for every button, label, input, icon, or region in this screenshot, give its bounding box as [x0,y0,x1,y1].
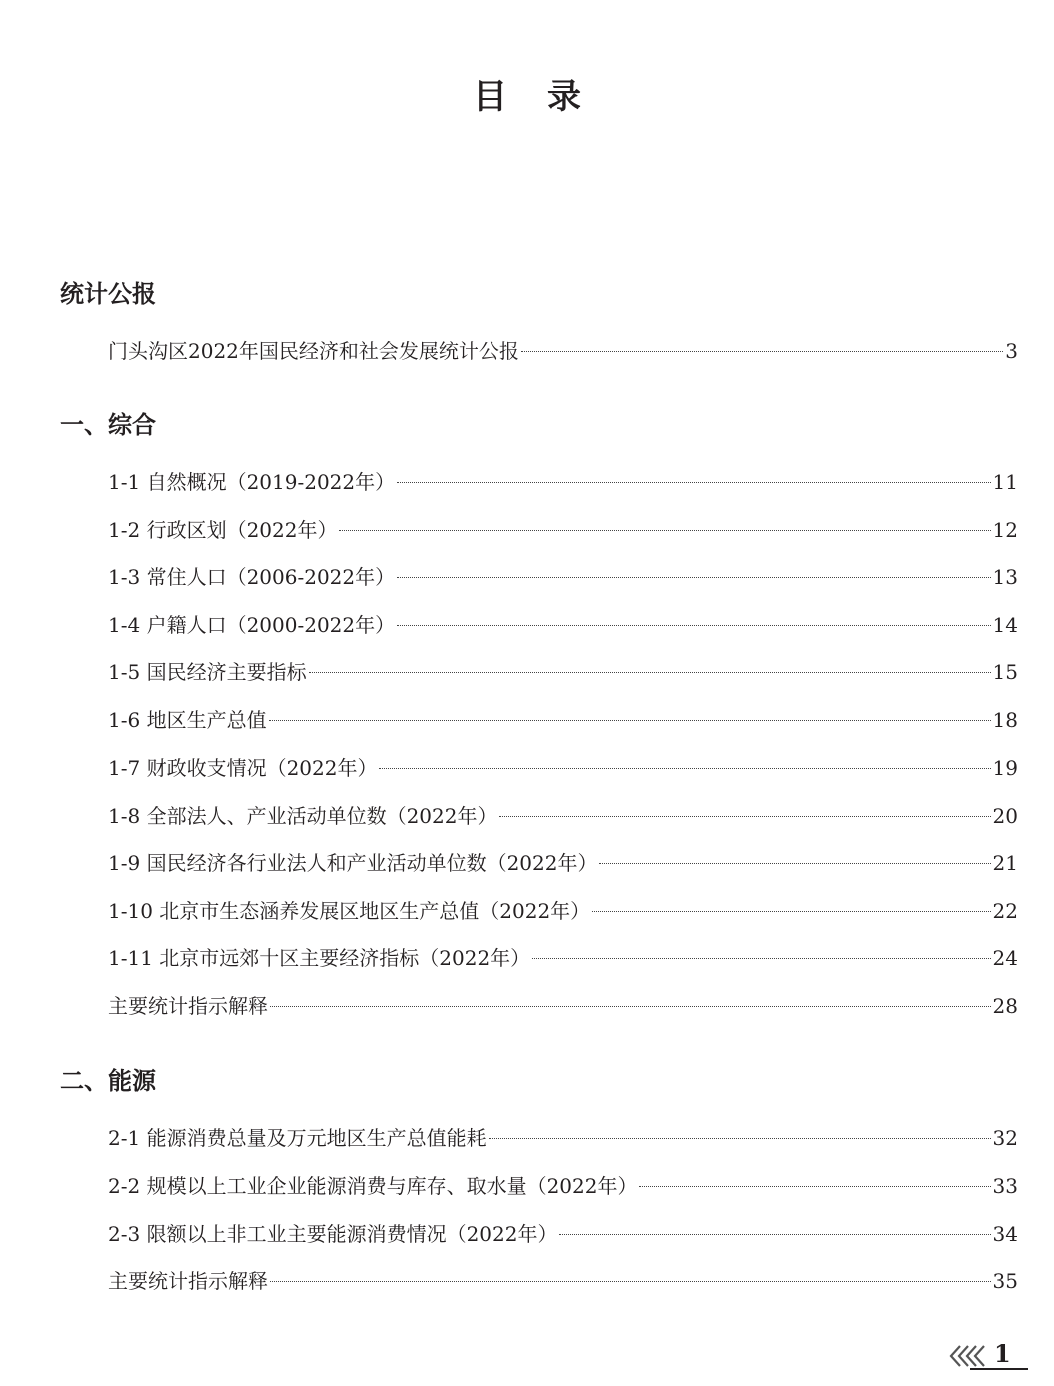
chevron-left-icon [948,1344,988,1368]
toc-entry[interactable] [108,515,1018,545]
toc-entry[interactable] [108,610,1018,640]
dot-leader [599,863,990,864]
toc-entry-page: 20 [992,804,1018,828]
dot-leader [270,1281,991,1282]
toc-entry-page: 35 [992,1269,1018,1293]
toc-entry-page: 11 [992,470,1018,494]
toc-entry-label: 2-2 规模以上工业企业能源消费与库存、取水量（2022年） [108,1174,638,1198]
dot-leader [269,720,991,721]
toc-entry[interactable] [108,1266,1018,1296]
toc-entry-label: 2-1 能源消费总量及万元地区生产总值能耗 [108,1126,487,1150]
dot-leader [270,1006,991,1007]
toc-entry-label: 1-9 国民经济各行业法人和产业活动单位数（2022年） [108,851,598,875]
toc-entry[interactable] [108,336,1018,366]
toc-entry[interactable] [108,1219,1018,1249]
page-title: 目录 [473,77,621,117]
toc-entry-label: 1-8 全部法人、产业活动单位数（2022年） [108,804,498,828]
toc-entry-label: 1-5 国民经济主要指标 [108,660,307,684]
toc-entry[interactable] [108,848,1018,878]
toc-entry-page: 34 [992,1222,1018,1246]
toc-entry-page: 21 [992,851,1018,875]
toc-entry[interactable] [108,1123,1018,1153]
dot-leader [309,672,991,673]
toc-entry-label: 主要统计指示解释 [108,1269,268,1293]
toc-entry-page: 33 [992,1174,1018,1198]
dot-leader [397,625,990,626]
toc-entry[interactable] [108,467,1018,497]
dot-leader [592,911,990,912]
toc-entry[interactable] [108,1171,1018,1201]
toc-entry-page: 28 [992,994,1018,1018]
toc-entry-label: 1-6 地区生产总值 [108,708,267,732]
toc-entry[interactable] [108,943,1018,973]
toc-entry[interactable] [108,896,1018,926]
toc-entry[interactable] [108,753,1018,783]
toc-entry-page: 22 [992,899,1018,923]
toc-entry-page: 19 [992,756,1018,780]
toc-entry[interactable] [108,991,1018,1021]
toc-entry-page: 14 [992,613,1018,637]
section-heading: 统计公报 [60,280,156,308]
dot-leader [532,958,990,959]
toc-entry-page: 15 [992,660,1018,684]
dot-leader [397,482,990,483]
toc-entry-label: 1-2 行政区划（2022年） [108,518,338,542]
toc-entry-page: 18 [992,708,1018,732]
toc-entry-page: 12 [992,518,1018,542]
toc-entry-label: 1-7 财政收支情况（2022年） [108,756,378,780]
toc-entry-label: 门头沟区2022年国民经济和社会发展统计公报 [108,339,519,363]
dot-leader [499,816,990,817]
section-heading: 一、综合 [60,411,156,439]
toc-entry-label: 1-10 北京市生态涵养发展区地区生产总值（2022年） [108,899,591,923]
toc-entry-label: 1-11 北京市远郊十区主要经济指标（2022年） [108,946,531,970]
toc-entry-page: 24 [992,946,1018,970]
toc-entry-label: 2-3 限额以上非工业主要能源消费情况（2022年） [108,1222,558,1246]
toc-entry-page: 13 [992,565,1018,589]
toc-entry-label: 1-1 自然概况（2019-2022年） [108,470,396,494]
toc-entry[interactable] [108,657,1018,687]
toc-entry[interactable] [108,562,1018,592]
dot-leader [397,577,990,578]
page-number: 1 [994,1339,1011,1368]
page-number-underline [970,1368,1028,1370]
dot-leader [379,768,990,769]
toc-entry-page: 3 [1005,339,1018,363]
toc-entry-label: 1-4 户籍人口（2000-2022年） [108,613,396,637]
dot-leader [559,1234,990,1235]
toc-entry-label: 主要统计指示解释 [108,994,268,1018]
toc-entry-label: 1-3 常住人口（2006-2022年） [108,565,396,589]
toc-entry[interactable] [108,801,1018,831]
dot-leader [521,351,1003,352]
dot-leader [639,1186,990,1187]
dot-leader [339,530,990,531]
section-heading: 二、能源 [60,1067,156,1095]
dot-leader [489,1138,991,1139]
toc-entry-page: 32 [992,1126,1018,1150]
page-footer [948,1340,1028,1374]
toc-entry[interactable] [108,705,1018,735]
